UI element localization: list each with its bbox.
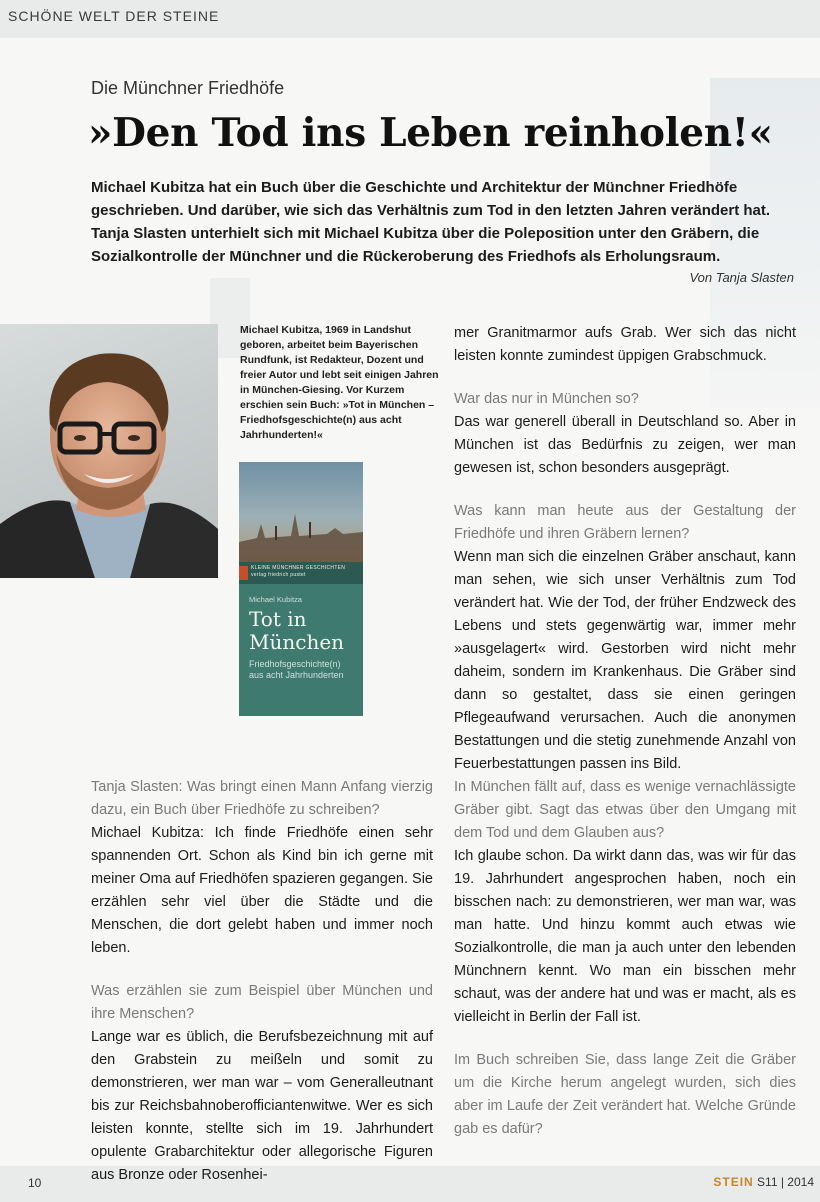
book-title: Tot in München	[249, 607, 345, 654]
book-subtitle: Friedhofsgeschichte(n) aus acht Jahrhunderten	[249, 659, 344, 680]
question: Tanja Slasten: Was bringt einen Mann Anfang vierzig dazu, ein Buch über Friedhöfe zu schreiben?	[91, 779, 433, 818]
book-cover	[239, 462, 363, 716]
question: Was erzählen sie zum Beispiel über München und ihre Menschen?	[91, 983, 433, 1022]
question: In München fällt auf, dass es wenige vernachlässigte Gräber gibt. Sagt das etwas über den Umgang mit dem Tod und dem Glauben aus?	[454, 779, 796, 841]
question: Im Buch schreiben Sie, dass lange Zeit die Gräber um die Kirche herum angelegt wurden, sich dies aber im Laufe der Zeit verändert hat. Welche Gründe gab es dafür?	[454, 1052, 796, 1137]
answer: Wenn man sich die einzelnen Gräber anschaut, kann man sehen, wie sich unser Verhältnis zum Tod verändert hat. Wie der Tod, der früher Endzweck des Lebens und stets gegenwärtig war, immer mehr »ausgelagert« wird. Gestorben wird nicht mehr daheim, sondern im Krankenhaus. Die Gräber sind dann so gestaltet, dass sie einen geringen Pflegeaufwand verursachen. Auch die anonymen Bestattungen und die stetig zunehmende Anzahl von Feuerbestattungen passen ins Bild.	[454, 549, 796, 772]
magazine-brand: STEIN	[713, 1175, 754, 1189]
answer: Ich glaube schon. Da wirkt dann das, was wir für das 19. Jahrhundert angesprochen haben, noch ein bisschen nach: zu demonstrieren, wer man war, was man hatte. Und hinzu kommt auch etwas wie Sozialkontrolle, die man ja auch unter den lebenden Münchnern kennt. Wo man ein bisschen mehr schaut, was der andere hat und was er macht, als es vielleicht in Berlin der Fall ist.	[454, 848, 796, 1025]
question: Was kann man heute aus der Gestaltung der Friedhöfe und ihren Gräbern lernen?	[454, 503, 796, 542]
byline: Von Tanja Slasten	[689, 270, 794, 285]
lead-paragraph: Michael Kubitza hat ein Buch über die Geschichte und Architektur der Münchner Friedhöfe geschrieben. Und darüber, wie sich das Verhältnis zum Tod in den letzten Jahren verändert hat. Tanja Slasten unterhielt sich mit Michael Kubitza über die Poleposition unter den Gräbern, die Sozialkontrolle der Münchner und die Rückeroberung des Friedhofs als Erholungsraum.	[91, 179, 771, 265]
section-label: SCHÖNE WELT DER STEINE	[8, 8, 220, 24]
answer-continuation: mer Granitmarmor aufs Grab. Wer sich das nicht leisten konnte zumindest üppigen Grabschmuck.	[454, 325, 796, 364]
magazine-folio	[713, 1175, 814, 1189]
book-series-tag	[239, 566, 248, 580]
book-series: KLEINE MÜNCHNER GESCHICHTEN verlag friedrich pustet	[251, 565, 346, 578]
answer: Lange war es üblich, die Berufsbezeichnung mit auf den Grabstein zu meißeln und somit zu demonstrieren, wer man war – vom Generalleutnant bis zur Reichsbahnoberofficiantenwitwe. Wer es sich leisten konnte, stellte sich im 19. Jahrhundert opulente Grabarchitektur oder allegorische Figuren aus Bronze oder Rosenhei-	[91, 1029, 433, 1183]
right-column-lower	[454, 776, 796, 1141]
question: War das nur in München so?	[454, 391, 639, 407]
left-column	[91, 776, 433, 1187]
issue-number: S11 | 2014	[757, 1175, 814, 1189]
headline: »Den Tod ins Leben reinholen!«	[88, 110, 773, 156]
book-author: Michael Kubitza	[249, 595, 302, 604]
answer: Das war generell überall in Deutschland so. Aber in München ist das Bedürfnis zu zeigen, wer man gewesen ist, schon besonders ausgeprägt.	[454, 414, 796, 476]
photo-caption: Michael Kubitza, 1969 in Landshut geboren, arbeitet beim Bayerischen Rundfunk, ist Redakteur, Dozent und freier Autor und lebt seit einigen Jahren in München-Giesing. Vor Kurzem erschien sein Buch: »Tot in München – Friedhofsgeschichte(n) aus acht Jahrhunderten!«	[240, 324, 439, 441]
page-number: 10	[28, 1176, 42, 1190]
right-column-upper	[454, 322, 796, 796]
author-portrait	[0, 324, 218, 578]
book-cover-illustration	[239, 462, 363, 562]
answer: Michael Kubitza: Ich finde Friedhöfe einen sehr spannenden Ort. Schon als Kind bin ich gerne mit meiner Oma auf Friedhöfen spazieren gegangen. Sie erzählen sehr viel über die Städte und die Menschen, die dort gelebt haben und immer noch leben.	[91, 825, 433, 956]
kicker: Die Münchner Friedhöfe	[91, 78, 285, 98]
